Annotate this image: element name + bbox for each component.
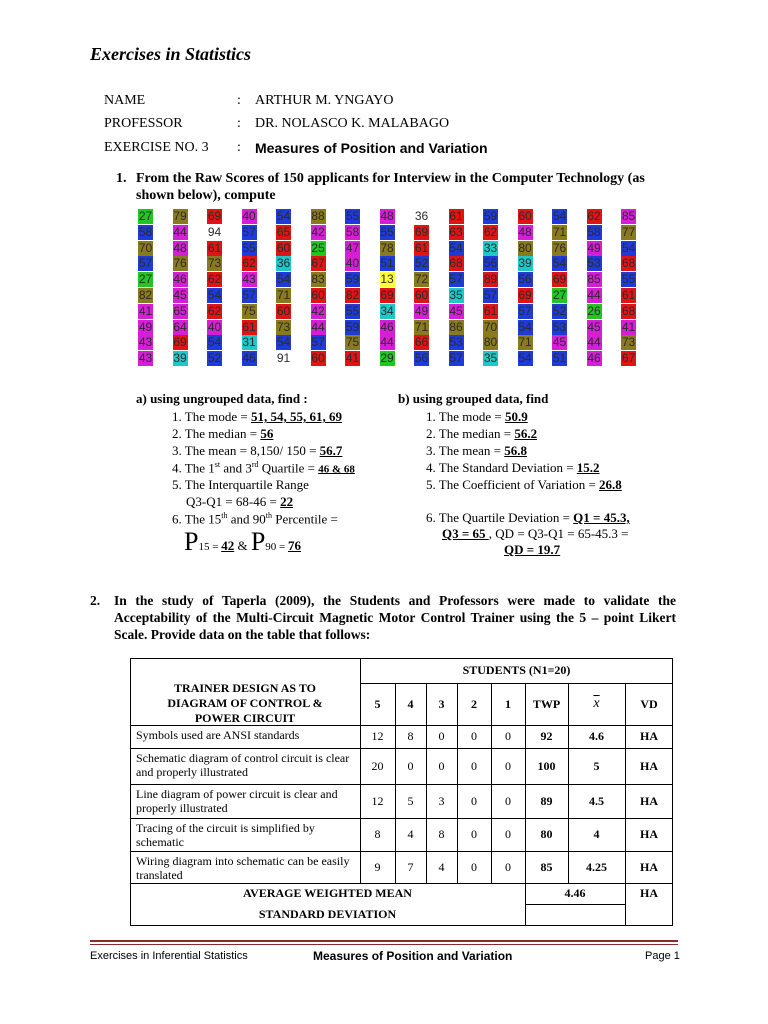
table-cell: 0 xyxy=(471,859,477,874)
score-cell: 62 xyxy=(587,209,601,223)
score-cell: 56 xyxy=(518,272,532,287)
footer-page-number: Page 1 xyxy=(645,950,680,962)
footer-rule xyxy=(90,944,678,945)
score-cell: 57 xyxy=(449,272,463,287)
score-cell: 79 xyxy=(173,209,187,223)
grouped-mean: 3. The mean = 56.8 xyxy=(426,443,527,458)
score-cell: 36 xyxy=(414,209,429,223)
info-label: PROFESSOR xyxy=(104,116,183,131)
raw-scores-grid xyxy=(138,208,660,375)
score-cell: 80 xyxy=(483,335,498,350)
awm-label: AVERAGE WEIGHTED MEAN xyxy=(243,886,412,900)
score-cell: 61 xyxy=(449,209,463,223)
footer-left: Exercises in Inferential Statistics xyxy=(90,950,248,962)
score-cell: 34 xyxy=(380,303,394,318)
table-cell: 0 xyxy=(505,827,511,841)
score-cell: 43 xyxy=(138,335,153,350)
score-cell: 77 xyxy=(621,224,636,239)
score-cell: 67 xyxy=(311,256,325,271)
col-header-2: 2 xyxy=(471,696,477,711)
score-cell: 75 xyxy=(345,335,360,350)
score-cell: 69 xyxy=(380,288,394,302)
table-cell: 12 xyxy=(371,793,384,808)
table-cell: 85 xyxy=(540,859,553,874)
score-cell: 61 xyxy=(242,319,256,334)
score-cell: 60 xyxy=(276,303,291,318)
table-cell: 92 xyxy=(540,729,553,743)
score-cell: 55 xyxy=(345,303,360,318)
col-header-mean: $\overline{x}$ xyxy=(593,696,600,711)
footer-center: Measures of Position and Variation xyxy=(313,949,513,963)
table-cell: 20 xyxy=(371,758,384,773)
score-cell: 48 xyxy=(173,240,187,255)
score-cell: 31 xyxy=(242,335,256,350)
question-text: In the study of Taperla (2009), the Students and Professors were made to validate the Acceptability of the Multi-Circuit Magnetic Motor Control Trainer using the 5 – point Likert Scale. Provide data on the table that follows: xyxy=(114,593,676,642)
score-cell: 25 xyxy=(311,240,325,255)
ungrouped-section xyxy=(136,391,396,566)
info-sep: : xyxy=(237,140,241,155)
score-cell: 57 xyxy=(483,288,498,302)
table-row-label: Tracing of the circuit is simplified by schematic xyxy=(136,821,315,849)
table-cell: 100 xyxy=(537,758,556,773)
score-cell: 59 xyxy=(345,319,360,334)
table-cell: 4.6 xyxy=(589,729,604,743)
ungrouped-iqr-calc: Q3-Q1 = 68-46 = 22 xyxy=(186,494,294,509)
score-cell: 51 xyxy=(552,351,567,366)
score-cell: 57 xyxy=(449,351,463,366)
score-cell: 48 xyxy=(380,209,394,223)
table-row-label: Line diagram of power circuit is clear and properly illustrated xyxy=(136,787,338,815)
score-cell: 54 xyxy=(276,335,291,350)
score-cell: 44 xyxy=(173,224,187,239)
score-cell: 46 xyxy=(242,351,256,366)
score-cell: 43 xyxy=(138,351,153,366)
score-cell: 57 xyxy=(311,335,325,350)
table-cell: 0 xyxy=(505,729,511,743)
score-cell: 80 xyxy=(518,240,532,255)
score-cell: 54 xyxy=(207,288,222,302)
score-cell: 63 xyxy=(449,224,463,239)
score-cell: 49 xyxy=(138,319,153,334)
grouped-mode: 1. The mode = 50.9 xyxy=(426,409,528,424)
score-cell: 56 xyxy=(483,256,498,271)
score-cell: 73 xyxy=(621,335,636,350)
score-cell: 35 xyxy=(483,351,498,366)
score-cell: 42 xyxy=(311,303,325,318)
grouped-qd-value: QD = 19.7 xyxy=(504,542,561,557)
score-cell: 71 xyxy=(552,224,567,239)
question-number: 1. xyxy=(116,171,127,186)
score-cell: 60 xyxy=(518,209,532,223)
table-cell: HA xyxy=(640,729,658,743)
score-cell: 52 xyxy=(207,351,222,366)
document-title: Exercises in Statistics xyxy=(90,44,252,64)
score-cell: 68 xyxy=(449,256,463,271)
score-cell: 33 xyxy=(483,240,498,255)
table-cell: 12 xyxy=(371,729,384,743)
grouped-section xyxy=(398,391,688,566)
score-cell: 58 xyxy=(345,224,360,239)
score-cell: 39 xyxy=(173,351,187,366)
grouped-cv: 5. The Coefficient of Variation = 26.8 xyxy=(426,477,622,492)
col-header-vd: VD xyxy=(640,696,658,711)
score-cell: 27 xyxy=(552,288,567,302)
score-cell: 88 xyxy=(311,209,325,223)
col-header-3: 3 xyxy=(438,696,445,711)
score-cell: 45 xyxy=(587,319,601,334)
score-cell: 59 xyxy=(483,209,498,223)
ungrouped-mean: 3. The mean = 8,150/ 150 = 56.7 xyxy=(172,443,343,458)
table-cell: 80 xyxy=(540,827,553,841)
question-text: From the Raw Scores of 150 applicants for Interview in the Computer Technology (as shown below), compute xyxy=(136,171,645,203)
score-cell: 54 xyxy=(518,319,532,334)
table-cell: 4.5 xyxy=(589,793,604,808)
likert-table xyxy=(130,658,673,926)
info-sep: : xyxy=(237,93,241,108)
table-cell: 0 xyxy=(505,859,511,874)
col-header-twp: TWP xyxy=(532,696,561,711)
info-value: Measures of Position and Variation xyxy=(255,140,488,156)
grouped-qd-calc: Q3 = 65 , QD = Q3-Q1 = 65-45.3 = xyxy=(442,526,629,541)
table-cell: HA xyxy=(640,793,658,808)
score-cell: 57 xyxy=(242,288,256,302)
table-cell: 5 xyxy=(593,758,600,773)
score-cell: 45 xyxy=(449,303,463,318)
awm-vd: HA xyxy=(640,886,658,900)
score-cell: 62 xyxy=(207,272,222,287)
score-cell: 76 xyxy=(173,256,187,271)
score-cell: 64 xyxy=(173,319,187,334)
score-cell: 73 xyxy=(207,256,222,271)
score-cell: 42 xyxy=(311,224,325,239)
score-cell: 94 xyxy=(207,224,222,239)
score-cell: 65 xyxy=(173,303,187,318)
score-cell: 69 xyxy=(207,209,222,223)
score-cell: 62 xyxy=(207,303,222,318)
score-cell: 53 xyxy=(552,319,567,334)
score-cell: 55 xyxy=(380,224,394,239)
section-heading: a) using ungrouped data, find : xyxy=(136,391,308,406)
score-cell: 54 xyxy=(518,351,532,366)
table-cell: 7 xyxy=(407,859,414,874)
score-cell: 60 xyxy=(311,288,325,302)
score-cell: 57 xyxy=(138,256,153,271)
table-cell: 0 xyxy=(471,827,477,841)
score-cell: 54 xyxy=(621,240,636,255)
score-cell: 36 xyxy=(276,256,291,271)
score-cell: 68 xyxy=(621,256,636,271)
table-cell: HA xyxy=(640,827,658,841)
table-cell: 0 xyxy=(505,758,511,773)
score-cell: 69 xyxy=(518,288,532,302)
score-cell: 69 xyxy=(414,224,429,239)
table-cell: 5 xyxy=(407,793,414,808)
table-cell: 3 xyxy=(438,793,445,808)
score-cell: 69 xyxy=(173,335,187,350)
score-cell: 41 xyxy=(138,303,153,318)
col-header-5: 5 xyxy=(374,696,381,711)
score-cell: 85 xyxy=(587,272,601,287)
ungrouped-iqr: 5. The Interquartile Range xyxy=(172,477,309,492)
table-cell: 9 xyxy=(374,859,381,874)
table-cell: 4 xyxy=(438,859,445,874)
score-cell: 67 xyxy=(621,351,636,366)
table-cell: 4 xyxy=(593,827,600,841)
table-cell: HA xyxy=(640,758,658,773)
score-cell: 54 xyxy=(276,272,291,287)
table-cell: HA xyxy=(640,859,658,874)
table-cell: 4 xyxy=(407,827,414,841)
info-value: DR. NOLASCO K. MALABAGO xyxy=(255,116,450,131)
score-cell: 27 xyxy=(138,209,153,223)
score-cell: 60 xyxy=(311,351,325,366)
score-cell: 61 xyxy=(621,288,636,302)
score-cell: 52 xyxy=(414,256,429,271)
score-cell: 46 xyxy=(173,272,187,287)
table-cell: 0 xyxy=(471,729,477,743)
table-row-label: Schematic diagram of control circuit is clear and properly illustrated xyxy=(136,751,350,779)
score-cell: 69 xyxy=(552,272,567,287)
score-cell: 70 xyxy=(483,319,498,334)
score-cell: 48 xyxy=(518,224,532,239)
score-cell: 61 xyxy=(207,240,222,255)
score-cell: 54 xyxy=(276,209,291,223)
score-cell: 46 xyxy=(380,319,394,334)
table-row-label: Symbols used are ANSI standards xyxy=(136,728,300,742)
info-sep: : xyxy=(237,116,241,131)
info-label: NAME xyxy=(104,93,146,108)
score-cell: 27 xyxy=(138,272,153,287)
score-cell: 46 xyxy=(587,351,601,366)
score-cell: 82 xyxy=(345,288,360,302)
score-cell: 41 xyxy=(345,351,360,366)
table-cell: 0 xyxy=(471,793,477,808)
score-cell: 61 xyxy=(414,240,429,255)
score-cell: 44 xyxy=(380,335,394,350)
table-cell: 0 xyxy=(471,758,477,773)
table-cell: 8 xyxy=(438,827,445,841)
score-cell: 82 xyxy=(138,288,153,302)
score-cell: 44 xyxy=(587,335,601,350)
table-cell: 0 xyxy=(505,793,511,808)
score-cell: 53 xyxy=(587,256,601,271)
score-cell: 54 xyxy=(207,335,222,350)
score-cell: 85 xyxy=(621,209,636,223)
score-cell: 89 xyxy=(483,272,498,287)
score-cell: 51 xyxy=(380,256,394,271)
score-cell: 56 xyxy=(414,351,429,366)
table-cell: 8 xyxy=(374,827,381,841)
score-cell: 62 xyxy=(483,224,498,239)
table-cell: 0 xyxy=(438,729,445,743)
score-cell: 35 xyxy=(449,288,463,302)
score-cell: 57 xyxy=(242,224,256,239)
awm-value: 4.46 xyxy=(564,886,586,900)
score-cell: 58 xyxy=(138,224,153,239)
ungrouped-median: 2. The median = 56 xyxy=(172,426,274,441)
score-cell: 55 xyxy=(242,240,256,255)
score-cell: 71 xyxy=(276,288,291,302)
score-cell: 13 xyxy=(380,272,394,287)
table-cell: 0 xyxy=(438,758,445,773)
score-cell: 54 xyxy=(552,256,567,271)
score-cell: 43 xyxy=(242,272,256,287)
ungrouped-mode: 1. The mode = 51, 54, 55, 61, 69 xyxy=(172,409,342,424)
score-cell: 45 xyxy=(173,288,187,302)
score-cell: 60 xyxy=(276,240,291,255)
group-header: STUDENTS (N1=20) xyxy=(462,663,571,677)
table-cell: 4.25 xyxy=(586,859,607,874)
score-cell: 57 xyxy=(518,303,532,318)
score-cell: 71 xyxy=(414,319,429,334)
footer-rule xyxy=(90,940,678,942)
score-cell: 73 xyxy=(276,319,291,334)
score-cell: 66 xyxy=(414,335,429,350)
score-cell: 60 xyxy=(414,288,429,302)
score-cell: 72 xyxy=(414,272,429,287)
score-cell: 58 xyxy=(587,224,601,239)
score-cell: 91 xyxy=(276,351,291,366)
score-cell: 40 xyxy=(242,209,256,223)
question-number: 2. xyxy=(90,593,101,608)
sd-label: STANDARD DEVIATION xyxy=(258,907,397,921)
score-cell: 49 xyxy=(587,240,601,255)
score-cell: 29 xyxy=(380,351,394,366)
ungrouped-quartile: 4. The 1st and 3rd Quartile = 46 & 68 xyxy=(172,460,355,476)
score-cell: 76 xyxy=(552,240,567,255)
score-cell: 26 xyxy=(587,303,601,318)
ungrouped-percentile: 6. The 15th and 90th Percentile = xyxy=(172,511,338,527)
score-cell: 62 xyxy=(242,256,256,271)
score-cell: 75 xyxy=(242,303,256,318)
score-cell: 45 xyxy=(552,335,567,350)
table-cell: 8 xyxy=(407,729,414,743)
table-cell: 89 xyxy=(540,793,553,808)
grouped-median: 2. The median = 56.2 xyxy=(426,426,538,441)
score-cell: 54 xyxy=(449,240,463,255)
info-value: ARTHUR M. YNGAYO xyxy=(255,93,394,108)
percentile-result: P15 = 42 & P90 = 76 xyxy=(184,527,301,556)
score-cell: 55 xyxy=(621,272,636,287)
score-cell: 70 xyxy=(138,240,153,255)
score-cell: 41 xyxy=(621,319,636,334)
score-cell: 39 xyxy=(518,256,532,271)
score-cell: 86 xyxy=(449,319,463,334)
section-heading: b) using grouped data, find xyxy=(398,391,549,406)
table-cell: 0 xyxy=(407,758,414,773)
info-label: EXERCISE NO. 3 xyxy=(104,140,209,155)
score-cell: 44 xyxy=(311,319,325,334)
score-cell: 52 xyxy=(552,303,567,318)
score-cell: 54 xyxy=(552,209,567,223)
score-cell: 55 xyxy=(345,209,360,223)
score-cell: 61 xyxy=(483,303,498,318)
col-header-4: 4 xyxy=(407,696,414,711)
score-cell: 65 xyxy=(276,224,291,239)
table-row-label: Wiring diagram into schematic can be easily translated xyxy=(136,854,350,882)
score-cell: 78 xyxy=(380,240,394,255)
row-header: TRAINER DESIGN AS TO DIAGRAM OF CONTROL & POWER CIRCUIT xyxy=(167,680,323,725)
score-cell: 40 xyxy=(207,319,222,334)
col-header-1: 1 xyxy=(505,696,511,711)
grouped-sd: 4. The Standard Deviation = 15.2 xyxy=(426,460,600,475)
score-cell: 44 xyxy=(587,288,601,302)
score-cell: 83 xyxy=(311,272,325,287)
score-cell: 40 xyxy=(345,256,360,271)
score-cell: 59 xyxy=(345,272,360,287)
grouped-qd: 6. The Quartile Deviation = Q1 = 45.3, xyxy=(426,510,630,525)
score-cell: 71 xyxy=(518,335,532,350)
score-cell: 68 xyxy=(621,303,636,318)
score-cell: 53 xyxy=(449,335,463,350)
score-cell: 47 xyxy=(345,240,360,255)
score-cell: 49 xyxy=(414,303,429,318)
